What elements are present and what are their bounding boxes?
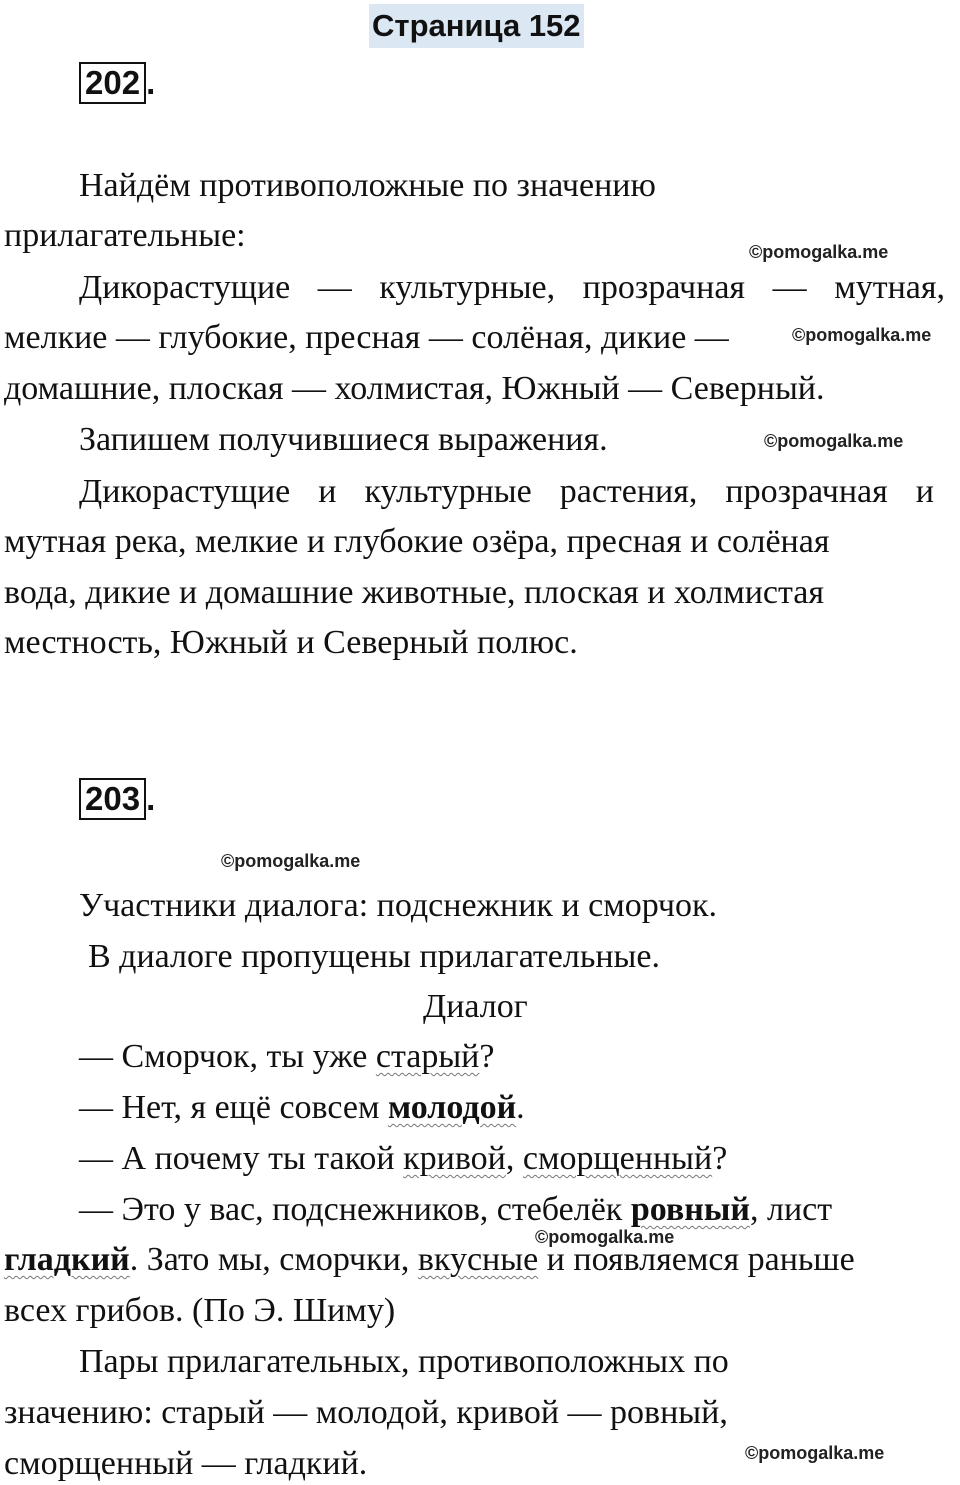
dialog-line: — А почему ты такой кривой, сморщенный? bbox=[79, 1140, 728, 1177]
text-line: мутная река, мелкие и глубокие озёра, пресная и солёная bbox=[4, 523, 830, 560]
dialog-line: гладкий. Зато мы, сморчки, вкусные и появляемся раньше bbox=[4, 1241, 855, 1278]
text-line: Найдём противоположные по значению bbox=[79, 167, 656, 204]
dialog-line: — Нет, я ещё совсем молодой. bbox=[79, 1089, 525, 1126]
underlined-adjective: кривой bbox=[403, 1140, 506, 1177]
watermark: ©pomogalka.me bbox=[745, 1443, 885, 1463]
number-dot: . bbox=[146, 780, 156, 817]
exercise-number-box: 203 bbox=[79, 778, 146, 820]
dialog-line: — Сморчок, ты уже старый? bbox=[79, 1038, 495, 1075]
missing-adjectives-line: В диалоге пропущены прилагательные. bbox=[88, 938, 660, 975]
text-line: домашние, плоская — холмистая, Южный — Северный. bbox=[4, 370, 825, 407]
text-line: местность, Южный и Северный полюс. bbox=[4, 624, 578, 661]
underlined-adjective: старый bbox=[375, 1038, 480, 1075]
number-dot: . bbox=[146, 64, 156, 101]
text-line: Запишем получившиеся выражения. bbox=[79, 421, 608, 458]
dialog-title: Диалог bbox=[423, 988, 528, 1025]
bold-adjective: молодой bbox=[388, 1089, 517, 1126]
bold-adjective: гладкий bbox=[4, 1241, 130, 1278]
underlined-adjective: сморщенный bbox=[522, 1140, 713, 1177]
text-line: мелкие — глубокие, пресная — солёная, дикие — bbox=[4, 319, 729, 356]
watermark: ©pomogalka.me bbox=[221, 851, 361, 871]
text-line: сморщенный — гладкий. bbox=[4, 1445, 368, 1482]
dialog-line: всех грибов. (По Э. Шиму) bbox=[4, 1292, 396, 1329]
dialog-line: — Это у вас, подснежников, стебелёк ровный, лист bbox=[79, 1191, 833, 1228]
watermark: ©pomogalka.me bbox=[792, 325, 932, 345]
watermark: ©pomogalka.me bbox=[535, 1227, 675, 1247]
exercise-203-number bbox=[79, 777, 155, 821]
page-title: Страница 152 bbox=[369, 4, 584, 48]
text-line: Дикорастущие и культурные растения, прозрачная и bbox=[79, 473, 934, 510]
text-line: Дикорастущие — культурные, прозрачная — мутная, bbox=[79, 269, 945, 306]
text-line: значению: старый — молодой, кривой — ровный, bbox=[4, 1394, 728, 1431]
text-line: Пары прилагательных, противоположных по bbox=[79, 1343, 729, 1380]
text-line: вода, дикие и домашние животные, плоская и холмистая bbox=[4, 574, 825, 611]
watermark: ©pomogalka.me bbox=[764, 431, 904, 451]
text-line: прилагательные: bbox=[4, 217, 246, 254]
exercise-202-number bbox=[79, 61, 155, 105]
participants-line: Участники диалога: подснежник и сморчок. bbox=[79, 887, 718, 924]
watermark: ©pomogalka.me bbox=[749, 242, 889, 262]
exercise-number-box: 202 bbox=[79, 62, 146, 104]
bold-adjective: ровный bbox=[630, 1191, 750, 1228]
underlined-adjective: вкусные bbox=[417, 1241, 539, 1278]
